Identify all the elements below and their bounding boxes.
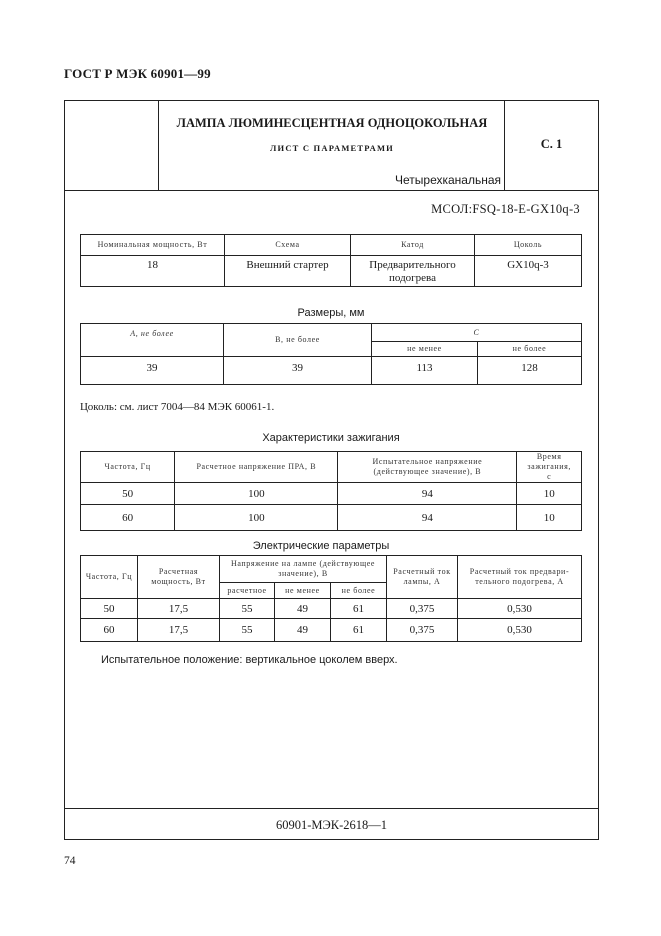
dimensions-caption: Размеры, мм	[297, 307, 365, 319]
header-el-max: не более	[331, 583, 387, 599]
header-left-cell	[64, 100, 159, 191]
page-number: 74	[64, 855, 76, 867]
cell-dim-c-max: 128	[478, 357, 582, 385]
cell-el-power: 17,5	[138, 619, 220, 642]
header-base: Цоколь	[475, 235, 582, 256]
cell-el-min: 49	[275, 599, 331, 619]
cell-circuit: Внешний стартер	[225, 256, 351, 287]
sheet-code: 60901-МЭК-2618—1	[275, 818, 388, 832]
sheet-number: С. 1	[540, 137, 563, 151]
header-el-preheat: Расчетный ток предвари-тельного подогрева, А	[458, 556, 582, 599]
header-dim-b: В, не более	[224, 324, 372, 357]
header-circuit: Схема	[225, 235, 351, 256]
test-position-note: Испытательное положение: вертикальное цоколем вверх.	[101, 654, 398, 666]
header-el-frequency: Частота, Гц	[81, 556, 138, 599]
header-el-voltage: Напряжение на лампе (действующее значение), В	[220, 556, 387, 583]
header-el-power: Расчетная мощность, Вт	[138, 556, 220, 599]
header-el-rated: расчетное	[220, 583, 275, 599]
header-dim-c: С	[372, 324, 582, 342]
cell-el-rated: 55	[220, 599, 275, 619]
cell-dim-b: 39	[224, 357, 372, 385]
cell-dim-c-min: 113	[372, 357, 478, 385]
cell-el-max: 61	[331, 599, 387, 619]
cell-nominal-power: 18	[81, 256, 225, 287]
header-dim-c-min: не менее	[372, 342, 478, 357]
cell-el-max: 61	[331, 619, 387, 642]
cell-ign-time: 10	[517, 483, 582, 505]
cell-ign-frequency: 50	[81, 483, 175, 505]
header-el-current: Расчетный ток лампы, А	[387, 556, 458, 599]
base-note: Цоколь: см. лист 7004—84 МЭК 60061-1.	[80, 401, 275, 413]
cell-el-rated: 55	[220, 619, 275, 642]
cell-ign-frequency: 60	[81, 505, 175, 531]
cell-ign-test-voltage: 94	[338, 483, 517, 505]
ignition-caption: Характеристики зажигания	[262, 432, 400, 444]
header-cathode: Катод	[351, 235, 475, 256]
cell-ign-ballast-voltage: 100	[175, 483, 338, 505]
electrical-table	[80, 555, 582, 642]
cell-el-min: 49	[275, 619, 331, 642]
standard-number: ГОСТ Р МЭК 60901—99	[64, 66, 211, 81]
ignition-table	[80, 451, 582, 531]
cell-ign-test-voltage: 94	[338, 505, 517, 531]
header-nominal-power: Номинальная мощность, Вт	[81, 235, 225, 256]
cell-el-power: 17,5	[138, 599, 220, 619]
header-dim-c-max: не более	[478, 342, 582, 357]
cell-el-current: 0,375	[387, 599, 458, 619]
header-ign-ballast-voltage: Расчетное напряжение ПРА, В	[175, 452, 338, 483]
cell-el-current: 0,375	[387, 619, 458, 642]
cell-ign-time: 10	[517, 505, 582, 531]
cell-cathode: Предварительного подогрева	[351, 256, 475, 287]
cell-base: GX10q-3	[475, 256, 582, 287]
header-dim-a: А, не более	[81, 324, 224, 357]
header-ign-test-voltage: Испытательное напряжение (действующее значение), В	[338, 452, 517, 483]
footer-divider	[64, 808, 599, 809]
lamp-designation: МСОЛ:FSQ-18-E-GX10q-3	[431, 202, 580, 216]
cell-el-frequency: 50	[81, 599, 138, 619]
main-parameters-table	[80, 234, 582, 287]
cell-el-preheat: 0,530	[458, 599, 582, 619]
sheet-title: ЛИСТ С ПАРАМЕТРАМИ	[270, 143, 394, 153]
header-ign-frequency: Частота, Гц	[81, 452, 175, 483]
header-ign-time: Время зажигания, с	[517, 452, 582, 483]
cell-el-preheat: 0,530	[458, 619, 582, 642]
electrical-caption: Электрические параметры	[252, 540, 390, 552]
header-el-min: не менее	[275, 583, 331, 599]
lamp-subtitle: Четырехканальная	[395, 173, 502, 187]
cell-dim-a: 39	[81, 357, 224, 385]
lamp-title: ЛАМПА ЛЮМИНЕСЦЕНТНАЯ ОДНОЦОКОЛЬНАЯ	[176, 116, 488, 130]
cell-el-frequency: 60	[81, 619, 138, 642]
cell-ign-ballast-voltage: 100	[175, 505, 338, 531]
dimensions-table	[80, 323, 582, 385]
